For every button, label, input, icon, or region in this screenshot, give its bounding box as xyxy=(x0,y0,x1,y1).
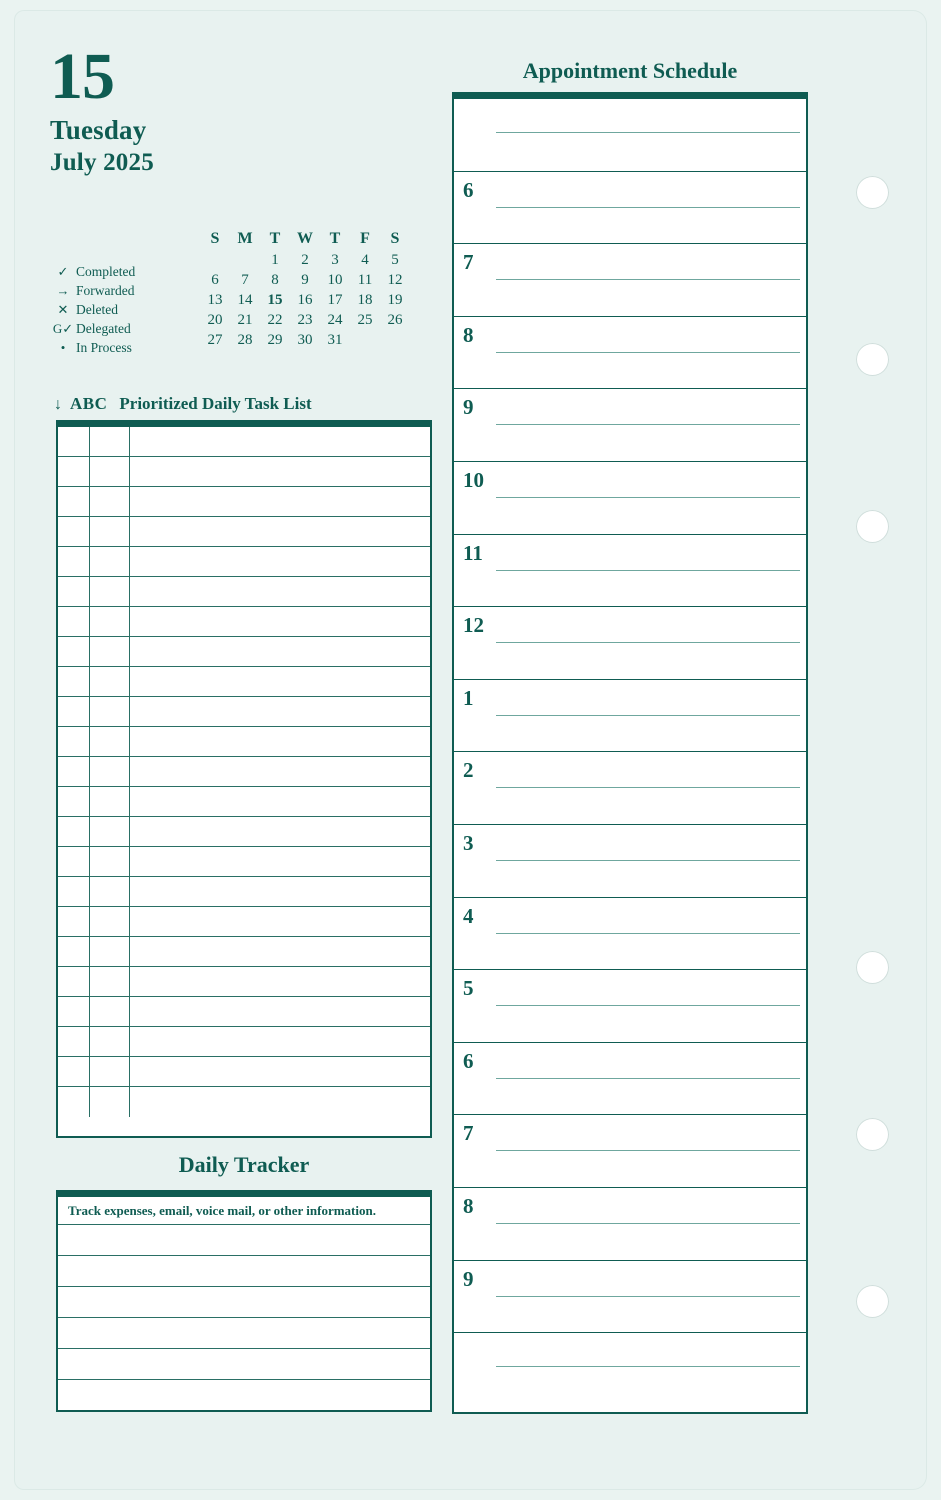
task-priority-cell[interactable] xyxy=(90,727,130,756)
task-row[interactable] xyxy=(58,1057,430,1087)
appointment-slot-7[interactable] xyxy=(454,1115,806,1188)
tracker-row[interactable] xyxy=(58,1287,430,1318)
calendar-day-3[interactable]: 3 xyxy=(331,251,339,268)
half-hour-rule xyxy=(496,642,800,643)
appointment-slot-4[interactable] xyxy=(454,898,806,971)
task-text-cell[interactable] xyxy=(130,457,430,486)
calendar-week-row xyxy=(200,250,410,270)
ring-hole-2 xyxy=(856,343,889,376)
calendar-day-23[interactable]: 23 xyxy=(297,311,313,328)
appointment-slot-9[interactable] xyxy=(454,1261,806,1334)
appointment-schedule-title: Appointment Schedule xyxy=(522,58,738,83)
task-priority-cell[interactable] xyxy=(90,577,130,606)
appointment-hour-label: 8 xyxy=(463,1193,474,1218)
calendar-day-15[interactable]: 15 xyxy=(267,291,283,308)
task-row[interactable] xyxy=(58,577,430,607)
tracker-row[interactable] xyxy=(58,1318,430,1349)
task-status-cell[interactable] xyxy=(58,727,90,756)
appointment-hour-label: 6 xyxy=(463,1048,474,1073)
appointment-slot-8[interactable] xyxy=(454,317,806,390)
mini-calendar-table xyxy=(200,228,410,350)
task-status-cell[interactable] xyxy=(58,877,90,906)
ring-hole-3 xyxy=(856,510,889,543)
task-priority-cell[interactable] xyxy=(90,1087,130,1117)
sort-arrow-icon: ↓ xyxy=(54,396,62,413)
appointment-slot-9[interactable] xyxy=(454,389,806,462)
task-text-cell[interactable] xyxy=(130,817,430,846)
task-row[interactable] xyxy=(58,877,430,907)
half-hour-rule xyxy=(496,424,800,425)
task-row[interactable] xyxy=(58,1027,430,1057)
task-priority-cell[interactable] xyxy=(90,817,130,846)
calendar-day-26[interactable]: 26 xyxy=(387,311,403,328)
task-text-cell[interactable] xyxy=(130,997,430,1026)
appointment-slot-6[interactable] xyxy=(454,172,806,245)
task-priority-cell[interactable] xyxy=(90,937,130,966)
task-row[interactable] xyxy=(58,1087,430,1117)
task-status-cell[interactable] xyxy=(58,907,90,936)
calendar-day-27[interactable]: 27 xyxy=(207,331,223,348)
tracker-row[interactable] xyxy=(58,1349,430,1380)
task-row[interactable] xyxy=(58,697,430,727)
appointment-hour-label: 4 xyxy=(463,903,474,928)
appointment-slot-12[interactable] xyxy=(454,607,806,680)
task-priority-cell[interactable] xyxy=(90,847,130,876)
task-text-cell[interactable] xyxy=(130,757,430,786)
weekday-header: F xyxy=(360,230,370,247)
legend-label: Deleted xyxy=(76,302,118,317)
half-hour-rule xyxy=(496,1366,800,1367)
task-status-cell[interactable] xyxy=(58,607,90,636)
task-status-cell[interactable] xyxy=(58,637,90,666)
weekday-header: T xyxy=(269,230,281,247)
task-priority-cell[interactable] xyxy=(90,787,130,816)
task-status-cell[interactable] xyxy=(58,757,90,786)
task-text-cell[interactable] xyxy=(130,607,430,636)
daily-tracker-note: Track expenses, email, voice mail, or other information. xyxy=(58,1197,430,1225)
calendar-day-18[interactable]: 18 xyxy=(357,291,373,308)
calendar-day-10[interactable]: 10 xyxy=(327,271,343,288)
appointment-slot-3[interactable] xyxy=(454,825,806,898)
task-priority-cell[interactable] xyxy=(90,997,130,1026)
task-row[interactable] xyxy=(58,607,430,637)
ring-hole-1 xyxy=(856,176,889,209)
half-hour-rule xyxy=(496,1223,800,1224)
task-row[interactable] xyxy=(58,637,430,667)
task-status-cell[interactable] xyxy=(58,517,90,546)
legend-label: In Process xyxy=(76,340,132,355)
task-row[interactable] xyxy=(58,787,430,817)
task-status-cell[interactable] xyxy=(58,817,90,846)
appointment-hour-label: 6 xyxy=(463,177,474,202)
weekday-header: T xyxy=(329,230,341,247)
appointment-hour-label: 7 xyxy=(463,1121,474,1146)
half-hour-rule xyxy=(496,1005,800,1006)
task-text-cell[interactable] xyxy=(130,547,430,576)
calendar-day-4[interactable]: 4 xyxy=(361,251,369,268)
task-text-cell[interactable] xyxy=(130,847,430,876)
calendar-day-7[interactable]: 7 xyxy=(241,271,249,288)
day-name: Tuesday xyxy=(50,114,147,145)
daily-tracker-table[interactable] xyxy=(56,1190,432,1412)
task-row[interactable] xyxy=(58,847,430,877)
task-status-cell[interactable] xyxy=(58,787,90,816)
task-text-cell[interactable] xyxy=(130,907,430,936)
appointment-slot-6[interactable] xyxy=(454,1043,806,1116)
task-status-cell[interactable] xyxy=(58,847,90,876)
appointment-hour-label: 10 xyxy=(463,467,484,492)
weekday-header: S xyxy=(210,230,220,247)
task-text-cell[interactable] xyxy=(130,727,430,756)
legend-symbol-icon: ✕ xyxy=(57,302,69,317)
task-text-cell[interactable] xyxy=(130,1027,430,1056)
task-text-cell[interactable] xyxy=(130,637,430,666)
task-list-header xyxy=(54,394,434,414)
task-status-cell[interactable] xyxy=(58,547,90,576)
task-status-cell[interactable] xyxy=(58,697,90,726)
appointment-schedule-table[interactable] xyxy=(452,92,808,1414)
weekday-header: W xyxy=(297,230,313,247)
task-status-cell[interactable] xyxy=(58,1087,90,1117)
task-text-cell[interactable] xyxy=(130,967,430,996)
task-text-cell[interactable] xyxy=(130,1057,430,1086)
task-priority-cell[interactable] xyxy=(90,1027,130,1056)
legend-row xyxy=(50,338,200,357)
task-row[interactable] xyxy=(58,427,430,457)
task-row[interactable] xyxy=(58,997,430,1027)
task-priority-cell[interactable] xyxy=(90,967,130,996)
weekday-header: S xyxy=(390,230,400,247)
tracker-row[interactable] xyxy=(58,1225,430,1256)
legend-label: Forwarded xyxy=(76,283,135,298)
task-priority-cell[interactable] xyxy=(90,1057,130,1086)
appointment-hour-label: 7 xyxy=(463,250,474,275)
calendar-day-empty xyxy=(380,330,410,350)
half-hour-rule xyxy=(496,1296,800,1297)
ring-hole-4 xyxy=(856,951,889,984)
task-text-cell[interactable] xyxy=(130,697,430,726)
task-list-title: Prioritized Daily Task List xyxy=(119,394,312,413)
task-priority-cell[interactable] xyxy=(90,457,130,486)
task-row[interactable] xyxy=(58,967,430,997)
half-hour-rule xyxy=(496,497,800,498)
task-status-cell[interactable] xyxy=(58,667,90,696)
calendar-day-29[interactable]: 29 xyxy=(267,331,283,348)
calendar-day-12[interactable]: 12 xyxy=(387,271,403,288)
task-status-cell[interactable] xyxy=(58,487,90,516)
calendar-week-row xyxy=(200,310,410,330)
task-priority-cell[interactable] xyxy=(90,487,130,516)
appointment-hour-label: 12 xyxy=(463,613,484,638)
appointment-hour-label: 1 xyxy=(463,685,474,710)
calendar-day-28[interactable]: 28 xyxy=(237,331,253,348)
legend-symbol-icon: → xyxy=(56,283,70,298)
task-text-cell[interactable] xyxy=(130,937,430,966)
calendar-week-row xyxy=(200,270,410,290)
calendar-week-row xyxy=(200,290,410,310)
daily-tracker-title: Daily Tracker xyxy=(178,1152,310,1177)
task-status-cell[interactable] xyxy=(58,427,90,456)
task-symbol-legend xyxy=(50,228,200,357)
calendar-day-11[interactable]: 11 xyxy=(357,271,373,288)
half-hour-rule xyxy=(496,715,800,716)
calendar-day-5[interactable]: 5 xyxy=(391,251,399,268)
task-status-cell[interactable] xyxy=(58,457,90,486)
task-text-cell[interactable] xyxy=(130,517,430,546)
task-status-cell[interactable] xyxy=(58,967,90,996)
calendar-day-17[interactable]: 17 xyxy=(327,291,343,308)
task-status-cell[interactable] xyxy=(58,1027,90,1056)
month-year: July 2025 xyxy=(50,148,154,176)
calendar-day-empty xyxy=(350,330,380,350)
appointment-slot-10[interactable] xyxy=(454,462,806,535)
weekday-header: M xyxy=(237,230,253,247)
task-text-cell[interactable] xyxy=(130,877,430,906)
appointment-hour-label: 9 xyxy=(463,395,474,420)
appointment-hour-label: 2 xyxy=(463,758,474,783)
calendar-day-9[interactable]: 9 xyxy=(301,271,309,288)
legend-symbol-icon: • xyxy=(60,340,66,355)
half-hour-rule xyxy=(496,279,800,280)
calendar-day-31[interactable]: 31 xyxy=(327,331,343,348)
task-list-abc-label: ABC xyxy=(70,394,108,413)
half-hour-rule xyxy=(496,352,800,353)
calendar-day-empty xyxy=(230,250,260,270)
task-priority-cell[interactable] xyxy=(90,757,130,786)
calendar-week-row xyxy=(200,330,410,350)
calendar-day-8[interactable]: 8 xyxy=(271,271,279,288)
appointment-hour-label: 8 xyxy=(463,322,474,347)
task-row[interactable] xyxy=(58,547,430,577)
half-hour-rule xyxy=(496,933,800,934)
legend-row xyxy=(50,319,200,338)
appointment-slot-11[interactable] xyxy=(454,535,806,608)
legend-row xyxy=(50,300,200,319)
calendar-day-30[interactable]: 30 xyxy=(297,331,313,348)
legend-symbol-icon: G✓ xyxy=(52,321,74,336)
task-priority-cell[interactable] xyxy=(90,607,130,636)
calendar-day-19[interactable]: 19 xyxy=(387,291,403,308)
calendar-day-empty xyxy=(200,250,230,270)
appointment-slot-2[interactable] xyxy=(454,752,806,825)
legend-label: Delegated xyxy=(76,321,131,336)
appointment-slot-8[interactable] xyxy=(454,1188,806,1261)
task-priority-cell[interactable] xyxy=(90,547,130,576)
half-hour-rule xyxy=(496,207,800,208)
task-status-cell[interactable] xyxy=(58,577,90,606)
half-hour-rule xyxy=(496,1078,800,1079)
half-hour-rule xyxy=(496,860,800,861)
calendar-day-1[interactable]: 1 xyxy=(271,251,279,268)
task-priority-cell[interactable] xyxy=(90,637,130,666)
task-row[interactable] xyxy=(58,817,430,847)
task-text-cell[interactable] xyxy=(130,1087,430,1117)
task-row[interactable] xyxy=(58,517,430,547)
task-row[interactable] xyxy=(58,937,430,967)
mini-calendar[interactable] xyxy=(200,228,410,350)
appointment-slot-blank[interactable] xyxy=(454,1333,806,1406)
calendar-day-16[interactable]: 16 xyxy=(297,291,313,308)
calendar-day-14[interactable]: 14 xyxy=(237,291,253,308)
half-hour-rule xyxy=(496,132,800,133)
task-text-cell[interactable] xyxy=(130,667,430,696)
date-block xyxy=(50,40,430,177)
half-hour-rule xyxy=(496,570,800,571)
task-row[interactable] xyxy=(58,457,430,487)
calendar-day-25[interactable]: 25 xyxy=(357,311,373,328)
appointment-hour-label: 3 xyxy=(463,830,474,855)
ring-hole-5 xyxy=(856,1118,889,1151)
task-list-table[interactable] xyxy=(56,420,432,1138)
appointment-slot-1[interactable] xyxy=(454,680,806,753)
calendar-day-21[interactable]: 21 xyxy=(237,311,253,328)
legend-and-calendar xyxy=(50,228,440,357)
task-status-cell[interactable] xyxy=(58,937,90,966)
appointment-slot-blank[interactable] xyxy=(454,99,806,172)
task-row[interactable] xyxy=(58,727,430,757)
legend-label: Completed xyxy=(76,264,136,279)
task-row[interactable] xyxy=(58,667,430,697)
calendar-day-24[interactable]: 24 xyxy=(327,311,343,328)
half-hour-rule xyxy=(496,1150,800,1151)
task-priority-cell[interactable] xyxy=(90,877,130,906)
appointment-hour-label: 9 xyxy=(463,1266,474,1291)
calendar-day-6[interactable]: 6 xyxy=(211,271,219,288)
task-status-cell[interactable] xyxy=(58,1057,90,1086)
appointment-hour-label: 11 xyxy=(463,540,483,565)
calendar-day-20[interactable]: 20 xyxy=(207,311,223,328)
calendar-day-2[interactable]: 2 xyxy=(301,251,309,268)
appointment-slot-7[interactable] xyxy=(454,244,806,317)
appointment-slot-5[interactable] xyxy=(454,970,806,1043)
task-row[interactable] xyxy=(58,757,430,787)
task-text-cell[interactable] xyxy=(130,787,430,816)
legend-symbol-icon: ✓ xyxy=(57,264,69,279)
task-text-cell[interactable] xyxy=(130,487,430,516)
tracker-row[interactable] xyxy=(58,1380,430,1411)
task-priority-cell[interactable] xyxy=(90,517,130,546)
calendar-day-22[interactable]: 22 xyxy=(267,311,283,328)
task-row[interactable] xyxy=(58,487,430,517)
task-priority-cell[interactable] xyxy=(90,427,130,456)
appointment-hour-label: 5 xyxy=(463,976,474,1001)
half-hour-rule xyxy=(496,787,800,788)
task-priority-cell[interactable] xyxy=(90,697,130,726)
task-priority-cell[interactable] xyxy=(90,907,130,936)
task-status-cell[interactable] xyxy=(58,997,90,1026)
legend-row xyxy=(50,262,200,281)
task-text-cell[interactable] xyxy=(130,577,430,606)
task-priority-cell[interactable] xyxy=(90,667,130,696)
tracker-row[interactable] xyxy=(58,1256,430,1287)
ring-hole-6 xyxy=(856,1285,889,1318)
task-row[interactable] xyxy=(58,907,430,937)
calendar-day-13[interactable]: 13 xyxy=(207,291,223,308)
task-text-cell[interactable] xyxy=(130,427,430,456)
legend-row xyxy=(50,281,200,300)
day-number: 15 xyxy=(50,40,114,113)
